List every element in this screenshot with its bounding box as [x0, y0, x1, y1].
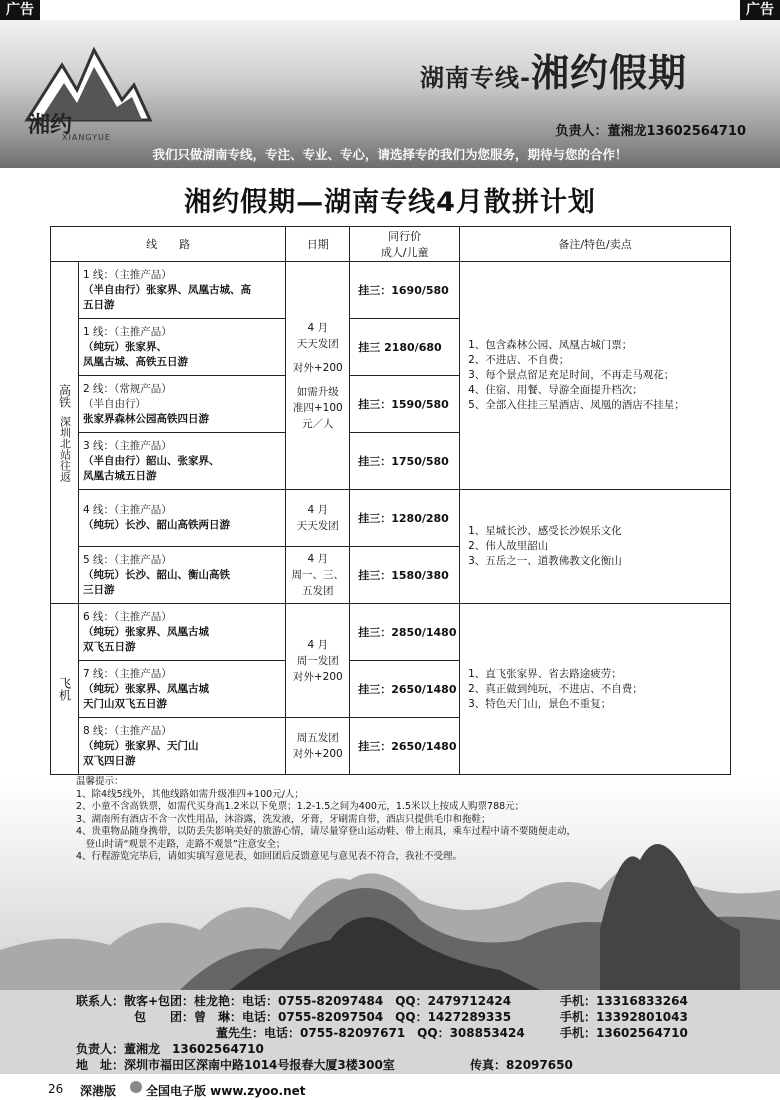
contact-fax: 传真：82097650	[470, 1058, 573, 1072]
date-line: 对外+200	[292, 361, 343, 374]
date-cell-group5	[286, 718, 350, 775]
notes-cell-group2	[460, 490, 731, 604]
route-cell	[78, 547, 285, 604]
tips-section	[76, 776, 576, 864]
note-line: 2、伟人故里韶山	[468, 540, 549, 552]
route-line: （纯玩）张家界、凤凰古城	[82, 625, 209, 638]
route-line: （纯玩）长沙、韶山高铁两日游	[82, 519, 230, 531]
route-line: 8 线：（主推产品）	[82, 724, 172, 737]
contact-line: 董先生：电话：0755-82097671 QQ：308853424	[216, 1026, 525, 1040]
note-line: 1、包含森林公园、凤凰古城门票；	[468, 339, 633, 351]
banner-manager: 负责人：董湘龙13602564710	[555, 124, 746, 139]
header-date: 日期	[286, 227, 350, 262]
date-line: 天天发团	[296, 337, 339, 350]
route-line: 2 线：（常规产品）	[82, 382, 172, 395]
route-line: 1 线：（主推产品）	[82, 325, 172, 338]
banner-title	[420, 42, 687, 97]
route-line: 5 线：（主推产品）	[82, 553, 172, 566]
price-cell: 挂三：1580/380	[350, 547, 460, 604]
contact-mobile: 手机：13392801043	[560, 1010, 688, 1024]
route-cell	[78, 262, 285, 319]
route-cell	[78, 319, 285, 376]
table-row	[51, 490, 731, 547]
route-line: 凤凰古城五日游	[82, 469, 157, 482]
route-line: 三日游	[82, 583, 115, 596]
table-row	[51, 262, 731, 319]
route-line: （纯玩）张家界、天门山	[82, 739, 199, 752]
route-line: （纯玩）长沙、韶山、衡山高铁	[82, 568, 230, 581]
banner-title-big: 湘约假期	[530, 51, 687, 95]
date-cell-group4	[286, 604, 350, 718]
date-line: 对外+200	[292, 748, 343, 760]
date-line: 准四+100	[292, 401, 343, 414]
date-cell-group1	[286, 262, 350, 490]
page-number: 26	[48, 1082, 64, 1096]
route-line: 天门山双飞五日游	[82, 697, 167, 710]
price-cell: 挂三：1690/580	[350, 262, 460, 319]
date-line: 周一、三、	[291, 569, 345, 581]
tip-item: 4、行程游览完毕后，请如实填写意见表，如回团后反馈意见与意见表不符合，我社不受理。	[76, 851, 463, 862]
notes-cell-group1	[460, 262, 731, 490]
header-notes: 备注/特色/卖点	[460, 227, 731, 262]
itinerary-table	[50, 226, 731, 775]
route-line: 双飞五日游	[82, 640, 136, 653]
note-line: 1、直飞张家界、省去路途疲劳；	[468, 667, 622, 680]
date-line: 4 月	[307, 638, 329, 651]
route-line: 7 线：（主推产品）	[82, 667, 172, 680]
route-cell	[78, 718, 285, 775]
route-cell	[78, 661, 285, 718]
price-cell: 挂三：1750/580	[350, 433, 460, 490]
date-cell-group3	[286, 547, 350, 604]
route-cell	[78, 604, 285, 661]
note-line: 2、不进店、不自费；	[468, 354, 570, 366]
route-line: 4 线：（主推产品）	[82, 504, 172, 516]
date-line: 4 月	[307, 504, 329, 516]
note-line: 2、真正做到纯玩，不进店、不自费；	[468, 682, 643, 695]
note-line: 4、住宿、用餐、导游全面提升档次；	[468, 384, 643, 396]
date-line: 4 月	[307, 553, 329, 565]
note-line: 5、全部入住挂三星酒店、凤凰的酒店不挂星；	[468, 399, 685, 411]
notes-cell-group3	[460, 604, 731, 775]
globe-icon	[130, 1081, 142, 1093]
route-line: 双飞四日游	[82, 754, 136, 767]
website-link[interactable]: 全国电子版 www.zyoo.net	[146, 1084, 306, 1098]
price-cell: 挂三：2850/1480	[350, 604, 460, 661]
price-cell: 挂三：2650/1480	[350, 661, 460, 718]
route-cell	[78, 433, 285, 490]
route-line: （纯玩）张家界、凤凰古城	[82, 682, 209, 695]
tip-item: 2、小童不含高铁票，如需代买身高1.2米以下免票；1.2-1.5之间为400元，1.5米以上按成人购票788元；	[76, 801, 525, 812]
route-line: 张家界森林公园高铁四日游	[82, 412, 209, 425]
ad-label-left: 广告	[0, 0, 40, 20]
route-line: （半自由行）张家界、凤凰古城、高	[82, 283, 251, 296]
date-line: 对外+200	[292, 670, 343, 683]
contact-section	[0, 990, 780, 1074]
date-cell-group2	[286, 490, 350, 547]
route-line: （半自由行）韶山、张家界、	[82, 454, 220, 467]
note-line: 1、星城长沙、感受长沙娱乐文化	[468, 525, 622, 537]
route-line: 凤凰古城、高铁五日游	[82, 355, 188, 368]
banner-slogan: 我们只做湖南专线，专注、专业、专心，请选择专的我们为您服务，期待与您的合作！	[152, 147, 628, 162]
header-banner	[0, 20, 780, 168]
route-line: 6 线：（主推产品）	[82, 610, 172, 623]
contact-mobile: 手机：13316833264	[560, 994, 688, 1008]
route-line: （纯玩）张家界、	[82, 340, 167, 353]
price-cell: 挂三 2180/680	[350, 319, 460, 376]
date-line: 如需升级	[296, 385, 339, 398]
price-cell: 挂三：1280/280	[350, 490, 460, 547]
category-air	[51, 604, 79, 775]
tip-item: 3、湖南所有酒店不含一次性用品，沐浴露，洗发液，牙膏，牙刷需自带，酒店只提供毛巾和拖鞋；	[76, 813, 491, 825]
tip-item: 1、除4线5线外，其他线路如需升级准四+100元/人；	[76, 788, 304, 800]
route-line: 1 线：（主推产品）	[82, 268, 172, 281]
route-line: （半自由行）	[82, 397, 146, 410]
date-line: 天天发团	[296, 520, 339, 532]
table-header-row	[51, 227, 731, 262]
tips-title: 温馨提示：	[76, 776, 124, 787]
contact-line: 联系人：散客+包团：桂龙艳：电话：0755-82097484 QQ：2479712424	[76, 994, 512, 1008]
route-cell	[78, 376, 285, 433]
logo-subtext: XIANGYUE	[62, 133, 111, 142]
date-line: 周一发团	[296, 654, 339, 667]
header-price	[350, 227, 460, 262]
category-rail	[51, 262, 79, 604]
logo-text: 湘约	[28, 113, 73, 138]
contact-address: 地 址：深圳市福田区深南中路1014号报春大厦3楼300室	[76, 1058, 395, 1072]
route-line: 五日游	[82, 298, 115, 311]
contact-mobile: 手机：13602564710	[560, 1026, 688, 1040]
edition-label: 深港版	[80, 1084, 117, 1098]
note-line: 3、特色天门山，景色不重复；	[468, 697, 612, 710]
header-price-line1: 同行价	[388, 230, 422, 243]
category-rail-sublabel: 深圳北站往返	[58, 415, 72, 482]
ad-label-right: 广告	[740, 0, 780, 20]
tip-item: 4、贵重物品随身携带，以防丢失影响美好的旅游心情，请尽量穿登山运动鞋、带上雨具，乘车过程中请不要随便走动，	[76, 826, 577, 837]
header-route: 线 路	[51, 227, 286, 262]
contact-line: 包 团：曾 琳：电话：0755-82097504 QQ：1427289335	[134, 1010, 512, 1024]
contact-manager: 负责人：董湘龙 13602564710	[76, 1042, 264, 1056]
page-title: 湘约假期—湖南专线4月散拼计划	[184, 187, 596, 218]
note-line: 3、五岳之一、道教佛教文化衡山	[468, 555, 622, 567]
tip-item: 登山时请“观景不走路，走路不观景”注意安全；	[76, 838, 286, 850]
page-footer	[0, 1078, 780, 1100]
note-line: 3、每个景点留足充足时间，不再走马观花；	[468, 369, 675, 381]
route-cell	[78, 490, 285, 547]
date-line: 周五发团	[296, 732, 339, 744]
header-price-line2: 成人/儿童	[380, 246, 429, 259]
price-cell: 挂三：1590/580	[350, 376, 460, 433]
date-line: 元／人	[302, 417, 334, 430]
banner-title-small: 湖南专线-	[420, 64, 531, 92]
category-rail-label: 高铁	[57, 383, 72, 408]
date-line: 五发团	[302, 585, 334, 597]
category-air-label: 飞机	[57, 677, 72, 701]
table-row	[51, 604, 731, 661]
price-cell: 挂三：2650/1480	[350, 718, 460, 775]
date-line: 4 月	[307, 321, 329, 334]
route-line: 3 线：（主推产品）	[82, 439, 172, 452]
